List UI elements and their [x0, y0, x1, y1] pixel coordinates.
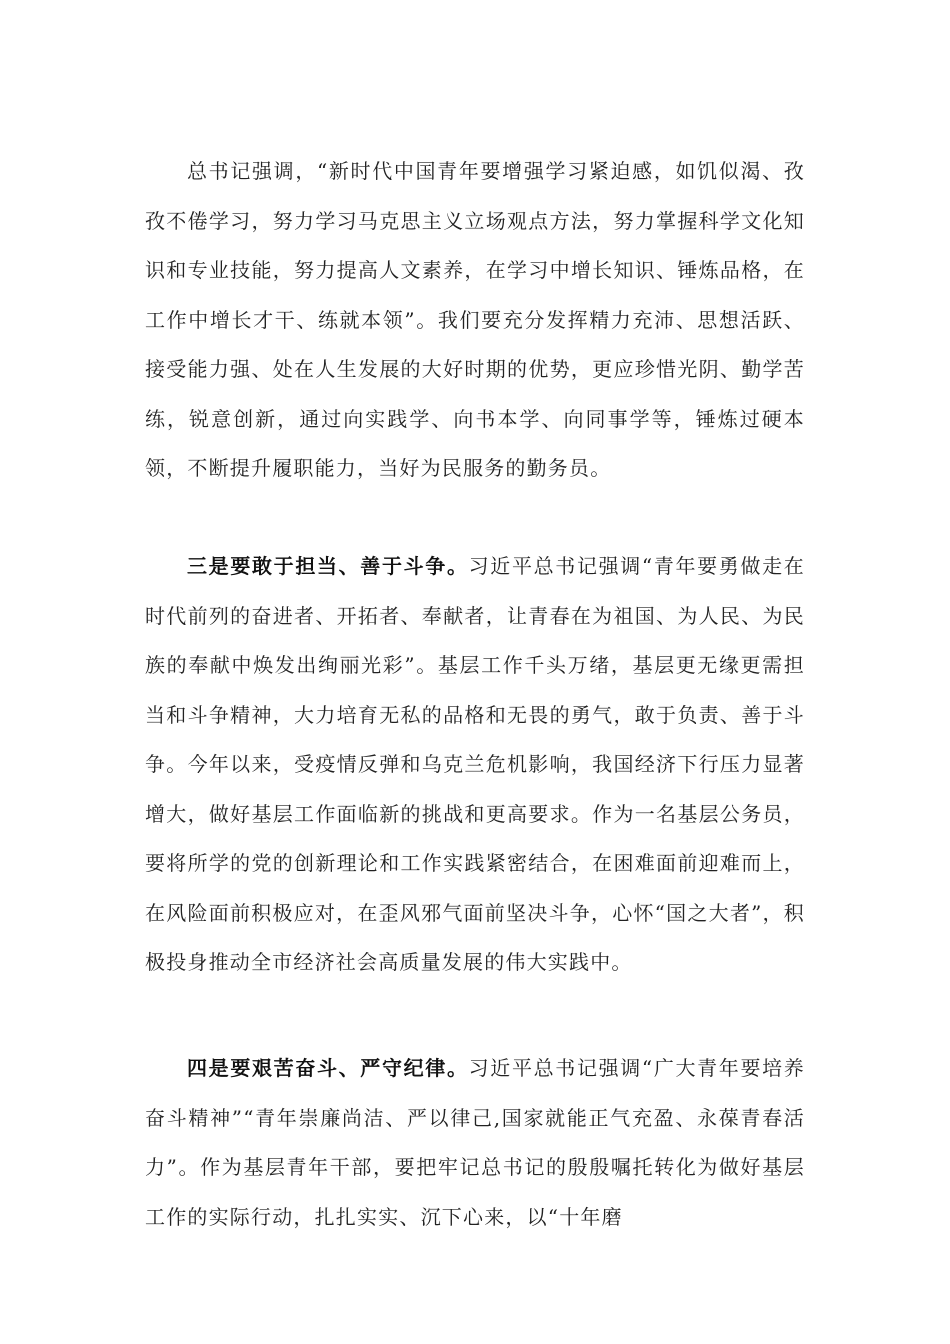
paragraph-body: 总书记强调，“新时代中国青年要增强学习紧迫感，如饥似渴、孜孜不倦学习，努力学习马克思主义立场观点方法，努力掌握科学文化知识和专业技能，努力提高人文素养，在学习中增长知识、锤炼品格，在工作中增长才干、练就本领”。我们要充分发挥精力充沛、思想活跃、接受能力强、处在人生发展的大好时期的优势，更应珍惜光阴、勤学苦练，锐意创新，通过向实践学、向书本学、向同事学等，锤炼过硬本领，不断提升履职能力，当好为民服务的勤务员。: [145, 159, 805, 480]
paragraph-responsibility: [145, 542, 805, 988]
paragraph-lead-heading: 三是要敢于担当、善于斗争。: [187, 554, 469, 578]
paragraph-study: [145, 147, 805, 494]
paragraph-discipline: [145, 1044, 805, 1242]
paragraph-lead-heading: 四是要艰苦奋斗、严守纪律。: [187, 1056, 469, 1080]
paragraph-body: 习近平总书记强调“广大青年要培养奋斗精神”“青年崇廉尚洁、严以律己,国家就能正气充盈、永葆青春活力”。作为基层青年干部，要把牢记总书记的殷殷嘱托转化为做好基层工作的实际行动，扎扎实实、沉下心来，以“十年磨: [145, 1056, 805, 1229]
paragraph-body: 习近平总书记强调“青年要勇做走在时代前列的奋进者、开拓者、奉献者，让青春在为祖国、为人民、为民族的奉献中焕发出绚丽光彩”。基层工作千头万绪，基层更无缘更需担当和斗争精神，大力培育无私的品格和无畏的勇气，敢于负责、善于斗争。今年以来，受疫情反弹和乌克兰危机影响，我国经济下行压力显著增大，做好基层工作面临新的挑战和更高要求。作为一名基层公务员，要将所学的党的创新理论和工作实践紧密结合，在困难面前迎难而上，在风险面前积极应对，在歪风邪气面前坚决斗争，心怀“国之大者”，积极投身推动全市经济社会高质量发展的伟大实践中。: [145, 554, 805, 974]
